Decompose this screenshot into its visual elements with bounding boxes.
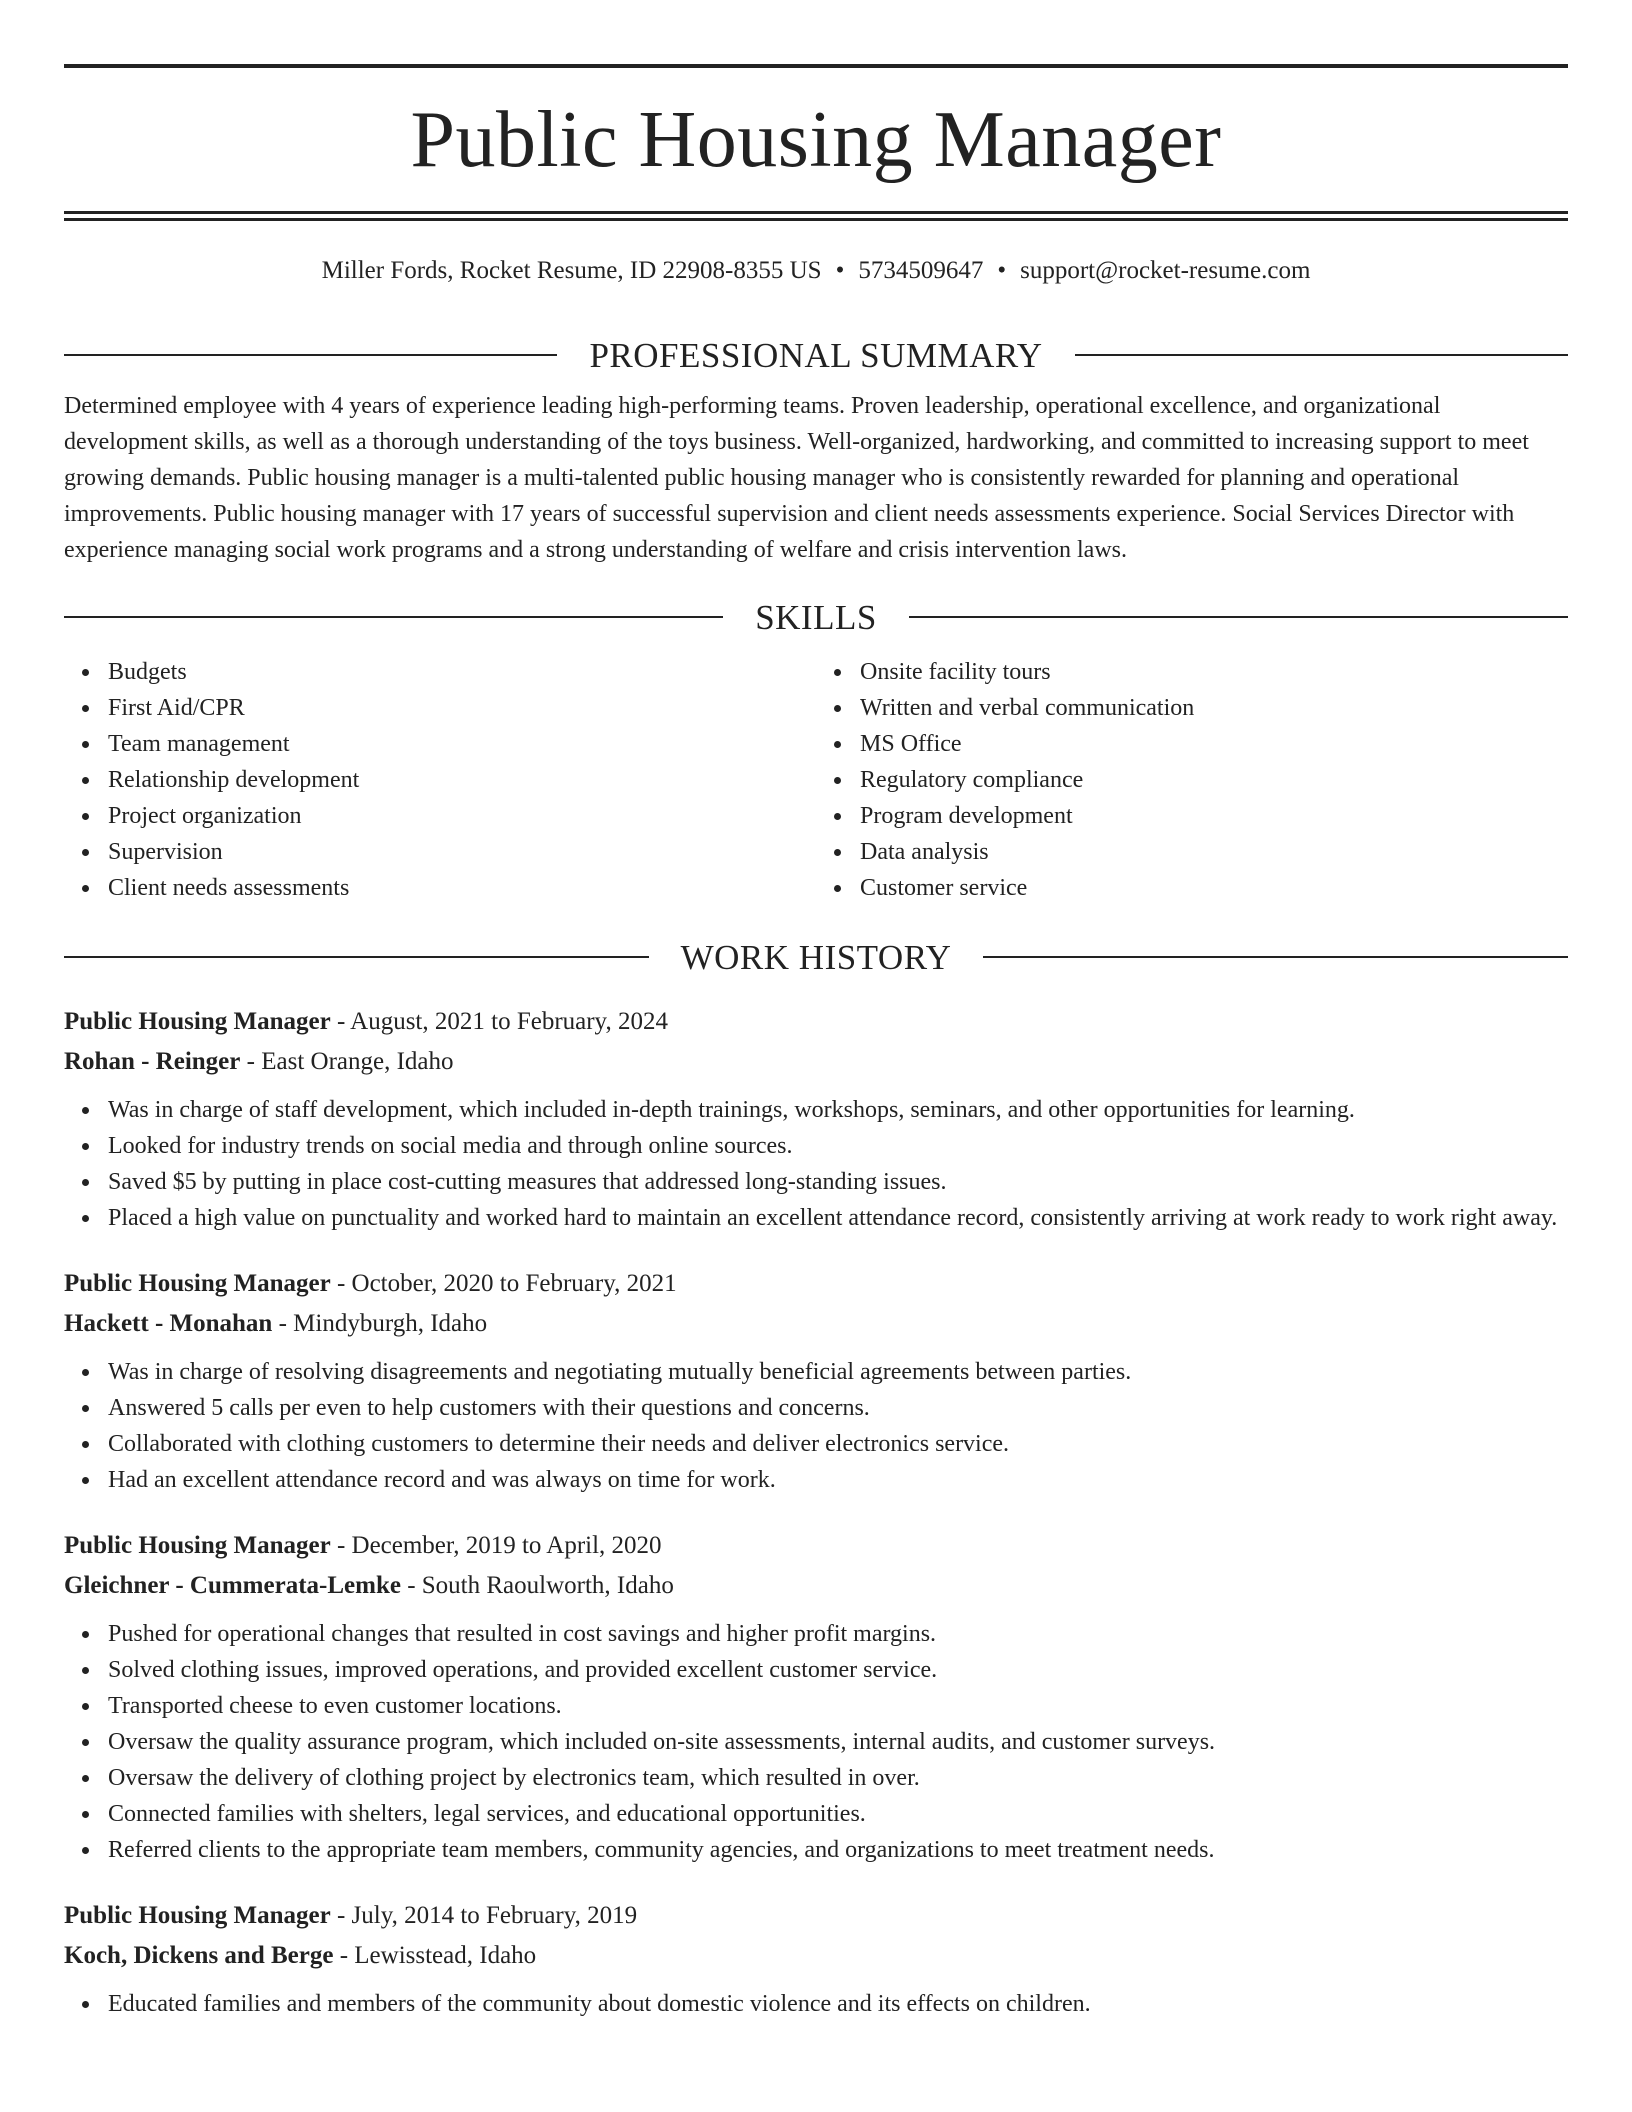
job-dates: October, 2020 to February, 2021 xyxy=(351,1270,677,1297)
job-bullets xyxy=(64,1092,1568,1236)
job-title-line xyxy=(64,1526,1568,1566)
job-dates: August, 2021 to February, 2024 xyxy=(350,1008,668,1035)
summary-text: Determined employee with 4 years of experience leading high-performing teams. Proven leadership, operational excellence, and organizational development skills, as well as a thorough understanding of the toys business. Well-organized, hardworking, and committed to increasing support to meet growing demands. Public housing manager is a multi-talented public housing manager who is consistently rewarded for planning and operational improvements. Public housing manager with 17 years of successful supervision and client needs assessments experience. Social Services Director with experience managing social work programs and a strong understanding of welfare and crisis intervention laws. xyxy=(64,393,1529,563)
bullet-icon xyxy=(82,1631,89,1638)
bullet-icon xyxy=(82,1847,89,1854)
skill-label: First Aid/CPR xyxy=(108,695,245,721)
skill-item xyxy=(816,870,1568,906)
bullet-icon xyxy=(82,705,89,712)
job-bullet xyxy=(64,1688,1568,1724)
section-heading-skills xyxy=(64,596,1568,638)
contact-phone: 5734509647 xyxy=(858,257,984,284)
job-company-line xyxy=(64,1566,1568,1606)
skill-label: Program development xyxy=(860,803,1073,829)
job-entry xyxy=(64,1896,1568,2022)
skill-item xyxy=(816,834,1568,870)
job-bullets xyxy=(64,1354,1568,1498)
bullet-icon xyxy=(82,885,89,892)
job-title: Public Housing Manager xyxy=(64,1532,331,1559)
skill-label: Team management xyxy=(108,731,290,757)
skill-item xyxy=(64,834,816,870)
bullet-icon xyxy=(82,1107,89,1114)
bullet-icon xyxy=(82,1369,89,1376)
job-dash: - xyxy=(330,1008,351,1035)
skill-label: Budgets xyxy=(108,659,187,685)
bullet-icon xyxy=(834,849,841,856)
job-title: Public Housing Manager xyxy=(64,1902,331,1929)
skills-column-right xyxy=(816,654,1568,906)
job-bullet-text: Educated families and members of the community about domestic violence and its effects on children. xyxy=(108,1991,1091,2017)
job-title-line xyxy=(64,1896,1568,1936)
skills-list xyxy=(64,654,1568,906)
job-dash: - xyxy=(272,1310,294,1337)
section-heading-label: PROFESSIONAL SUMMARY xyxy=(589,335,1043,375)
job-company-line xyxy=(64,1936,1568,1976)
job-entry xyxy=(64,1526,1568,1868)
job-bullet xyxy=(64,1986,1568,2022)
job-bullet xyxy=(64,1164,1568,1200)
heading-rule-right xyxy=(983,956,1568,958)
job-bullet xyxy=(64,1390,1568,1426)
job-dates: December, 2019 to April, 2020 xyxy=(351,1532,662,1559)
bullet-icon xyxy=(82,777,89,784)
contact-separator: • xyxy=(835,257,845,284)
contact-separator: • xyxy=(997,257,1007,284)
job-dash: - xyxy=(333,1942,355,1969)
bullet-icon xyxy=(82,813,89,820)
job-company: Hackett - Monahan xyxy=(64,1310,273,1337)
contact-email: support@rocket-resume.com xyxy=(1020,257,1311,284)
heading-rule-right xyxy=(909,616,1568,618)
job-bullet-text: Pushed for operational changes that resulted in cost savings and higher profit margins. xyxy=(108,1621,937,1647)
skill-item xyxy=(64,870,816,906)
job-bullet xyxy=(64,1462,1568,1498)
resume-page xyxy=(64,64,1568,2022)
job-title-line xyxy=(64,1264,1568,1304)
bullet-icon xyxy=(82,1811,89,1818)
job-dash: - xyxy=(400,1572,422,1599)
bullet-icon xyxy=(834,885,841,892)
skill-label: Data analysis xyxy=(860,839,989,865)
skill-item xyxy=(64,798,816,834)
job-title-line xyxy=(64,1002,1568,1042)
bullet-icon xyxy=(82,1667,89,1674)
skill-label: Onsite facility tours xyxy=(860,659,1051,685)
contact-line xyxy=(64,258,1568,288)
skill-label: Client needs assessments xyxy=(108,875,350,901)
bullet-icon xyxy=(834,705,841,712)
contact-address: Miller Fords, Rocket Resume, ID 22908-8355 US xyxy=(321,257,822,284)
bullet-icon xyxy=(82,1405,89,1412)
skill-label: Regulatory compliance xyxy=(860,767,1084,793)
bullet-icon xyxy=(82,1739,89,1746)
job-title: Public Housing Manager xyxy=(64,1008,331,1035)
bullet-icon xyxy=(82,2001,89,2008)
bullet-icon xyxy=(82,1441,89,1448)
heading-rule-left xyxy=(64,616,723,618)
job-dash: - xyxy=(330,1270,352,1297)
skills-column-left xyxy=(64,654,816,906)
skill-item xyxy=(816,762,1568,798)
skill-item xyxy=(816,798,1568,834)
job-entry xyxy=(64,1002,1568,1236)
job-bullet-text: Oversaw the delivery of clothing project by electronics team, which resulted in over. xyxy=(108,1765,920,1791)
job-bullets xyxy=(64,1986,1568,2022)
skill-item xyxy=(64,654,816,690)
job-bullets xyxy=(64,1616,1568,1868)
skill-label: Supervision xyxy=(108,839,223,865)
bullet-icon xyxy=(834,741,841,748)
job-bullet-text: Referred clients to the appropriate team members, community agencies, and organizations to meet treatment needs. xyxy=(108,1837,1215,1863)
bullet-icon xyxy=(834,777,841,784)
job-bullet-text: Had an excellent attendance record and was always on time for work. xyxy=(108,1467,776,1493)
job-bullet xyxy=(64,1426,1568,1462)
skill-item xyxy=(64,762,816,798)
job-company: Koch, Dickens and Berge xyxy=(64,1942,334,1969)
bullet-icon xyxy=(82,849,89,856)
skill-item xyxy=(64,726,816,762)
section-heading-label: SKILLS xyxy=(755,597,877,637)
bullet-icon xyxy=(82,1179,89,1186)
job-bullet-text: Connected families with shelters, legal services, and educational opportunities. xyxy=(108,1801,866,1827)
work-history-list xyxy=(64,1002,1568,2022)
job-title: Public Housing Manager xyxy=(64,1270,331,1297)
job-location: Mindyburgh, Idaho xyxy=(293,1310,488,1337)
job-location: Lewisstead, Idaho xyxy=(354,1942,537,1969)
job-bullet xyxy=(64,1200,1568,1236)
bullet-icon xyxy=(834,669,841,676)
job-location: East Orange, Idaho xyxy=(261,1048,454,1075)
page-title: Public Housing Manager xyxy=(410,96,1222,184)
bullet-icon xyxy=(82,741,89,748)
title-block xyxy=(64,68,1568,211)
job-bullet xyxy=(64,1724,1568,1760)
section-heading-summary xyxy=(64,334,1568,376)
job-company: Rohan - Reinger xyxy=(64,1048,241,1075)
job-dash: - xyxy=(240,1048,262,1075)
job-dates: July, 2014 to February, 2019 xyxy=(351,1902,638,1929)
job-bullet xyxy=(64,1354,1568,1390)
job-bullet-text: Was in charge of staff development, which included in-depth trainings, workshops, seminars, and other opportunities for learning. xyxy=(108,1097,1355,1123)
job-dash: - xyxy=(330,1902,352,1929)
job-bullet-text: Solved clothing issues, improved operations, and provided excellent customer service. xyxy=(108,1657,938,1683)
job-entry xyxy=(64,1264,1568,1498)
job-bullet-text: Transported cheese to even customer locations. xyxy=(108,1693,562,1719)
skill-item xyxy=(816,726,1568,762)
heading-rule-right xyxy=(1075,354,1568,356)
bullet-icon xyxy=(82,1477,89,1484)
skill-label: Written and verbal communication xyxy=(860,695,1195,721)
skill-label: MS Office xyxy=(860,731,962,757)
bullet-icon xyxy=(834,813,841,820)
job-bullet-text: Collaborated with clothing customers to determine their needs and deliver electronics service. xyxy=(108,1431,1010,1457)
job-bullet-text: Oversaw the quality assurance program, which included on-site assessments, internal audits, and customer surveys. xyxy=(108,1729,1216,1755)
job-bullet-text: Was in charge of resolving disagreements and negotiating mutually beneficial agreements between parties. xyxy=(108,1359,1132,1385)
bullet-icon xyxy=(82,1775,89,1782)
heading-rule-left xyxy=(64,956,649,958)
job-company: Gleichner - Cummerata-Lemke xyxy=(64,1572,401,1599)
bullet-icon xyxy=(82,669,89,676)
title-double-rule xyxy=(64,211,1568,221)
job-location: South Raoulworth, Idaho xyxy=(421,1572,674,1599)
section-heading-work-history xyxy=(64,936,1568,978)
skill-label: Customer service xyxy=(860,875,1028,901)
job-bullet xyxy=(64,1128,1568,1164)
job-bullet-text: Placed a high value on punctuality and worked hard to maintain an excellent attendance record, consistently arriving at work ready to work right away. xyxy=(108,1205,1558,1231)
job-bullet xyxy=(64,1652,1568,1688)
job-bullet-text: Looked for industry trends on social media and through online sources. xyxy=(108,1133,793,1159)
skill-label: Project organization xyxy=(108,803,302,829)
job-dash: - xyxy=(330,1532,352,1559)
job-bullet xyxy=(64,1796,1568,1832)
job-bullet-text: Answered 5 calls per even to help customers with their questions and concerns. xyxy=(108,1395,870,1421)
section-heading-label: WORK HISTORY xyxy=(680,937,952,977)
bullet-icon xyxy=(82,1703,89,1710)
job-bullet xyxy=(64,1760,1568,1796)
bullet-icon xyxy=(82,1143,89,1150)
job-bullet xyxy=(64,1092,1568,1128)
skill-label: Relationship development xyxy=(108,767,360,793)
job-bullet xyxy=(64,1616,1568,1652)
heading-rule-left xyxy=(64,354,557,356)
job-company-line xyxy=(64,1304,1568,1344)
skill-item xyxy=(816,690,1568,726)
bullet-icon xyxy=(82,1215,89,1222)
job-company-line xyxy=(64,1042,1568,1082)
job-bullet-text: Saved $5 by putting in place cost-cutting measures that addressed long-standing issues. xyxy=(108,1169,947,1195)
job-bullet xyxy=(64,1832,1568,1868)
skill-item xyxy=(64,690,816,726)
skill-item xyxy=(816,654,1568,690)
